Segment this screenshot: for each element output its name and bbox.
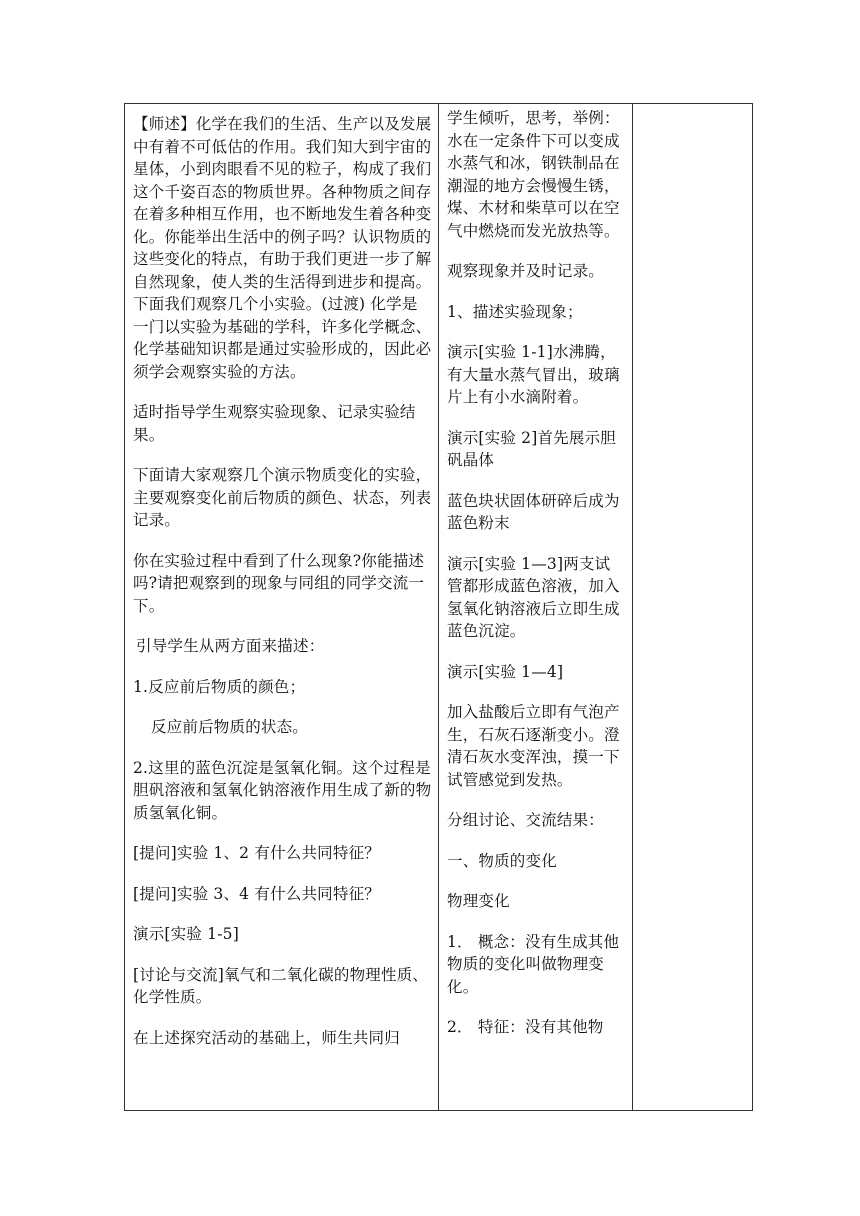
lesson-table — [124, 103, 753, 1111]
question-paragraph: 你在实验过程中看到了什么现象?你能描述吗?请把观察到的现象与同组的同学交流一下。 — [133, 551, 425, 615]
guidance-paragraph: 适时指导学生观察实验现象、记录实验结果。 — [133, 403, 416, 444]
teacher-activity-cell — [125, 104, 439, 1111]
precipitate-paragraph: 2.这里的蓝色沉淀是氢氧化铜。这个过程是胆矾溶液和氢氧化钠溶液作用生成了新的物质氢氧化铜。 — [133, 758, 432, 822]
color-point: 1.反应前后物质的颜色； — [133, 677, 306, 696]
demo-1-4-paragraph: 演示[实验 1—4] — [447, 662, 564, 681]
table-row — [125, 104, 753, 1111]
notes-cell — [633, 104, 753, 1111]
summary-paragraph: 在上述探究活动的基础上，师生共同归 — [133, 1028, 400, 1047]
demo-1-3-paragraph: 演示[实验 1—3]两支试管都形成蓝色溶液，加入氢氧化钠溶液后立即生成蓝色沉淀。 — [447, 554, 620, 640]
state-point: 反应前后物质的状态。 — [151, 718, 309, 736]
guide-describe-paragraph: 引导学生从两方面来描述： — [136, 637, 325, 655]
question-1-2: [提问]实验 1、2 有什么共同特征？ — [133, 844, 380, 862]
student-activity-cell — [439, 104, 633, 1111]
matter-change-heading: 一、物质的变化 — [447, 851, 557, 870]
physical-change-heading: 物理变化 — [447, 892, 510, 910]
demo-2-paragraph: 演示[实验 2]首先展示胆矾晶体 — [447, 428, 616, 469]
discussion-paragraph: [讨论与交流]氧气和二氧化碳的物理性质、化学性质。 — [133, 965, 429, 1006]
group-discussion-paragraph: 分组讨论、交流结果： — [447, 811, 605, 829]
concept-paragraph: 1． 概念：没有生成其他物质的变化叫做物理变化。 — [447, 932, 620, 996]
demo-1-5: 演示[实验 1-5] — [133, 925, 239, 943]
hydrochloric-paragraph: 加入盐酸后立即有气泡产生，石灰石逐渐变小。澄清石灰水变浑浊，摸一下试管感觉到发热。 — [447, 703, 620, 789]
demo-1-1-paragraph: 演示[实验 1-1]水沸腾，有大量水蒸气冒出，玻璃片上有小水滴附着。 — [447, 343, 620, 406]
describe-phenomena-paragraph: 1、描述实验现象； — [447, 302, 583, 321]
teacher-intro-paragraph: 【师述】化学在我们的生活、生产以及发展中有着不可低估的作用。我们知大到宇宙的星体，小到肉眼看不见的粒子，构成了我们这个千姿百态的物质世界。各种物质之间存在着多种相互作用，也不断地发生着各种变化。你能举出生活中的例子吗？认识物质的这些变化的特点，有助于我们更进一步了解自然现象，使人类的生活得到进步和提高。下面我们观察几个小实验。(过渡) 化学是一门以实验为基础的学科，许多化学概念、化学基础知识都是通过实验形成的，因此必须学会观察实验的方法。 — [133, 115, 432, 381]
feature-paragraph: 2． 特征：没有其他物 — [447, 1018, 604, 1036]
observe-paragraph: 下面请大家观察几个演示物质变化的实验，主要观察变化前后物质的颜色、状态，列表记录。 — [133, 466, 432, 529]
observe-record-paragraph: 观察现象并及时记录。 — [447, 262, 605, 280]
question-3-4: [提问]实验 3、4 有什么共同特征？ — [133, 884, 380, 903]
blue-powder-paragraph: 蓝色块状固体研碎后成为蓝色粉末 — [447, 491, 620, 532]
student-response-paragraph: 学生倾听，思考，举例：水在一定条件下可以变成水蒸气和冰，钢铁制品在潮湿的地方会慢慢生锈，煤、木材和柴草可以在空气中燃烧而发光放热等。 — [447, 109, 620, 240]
